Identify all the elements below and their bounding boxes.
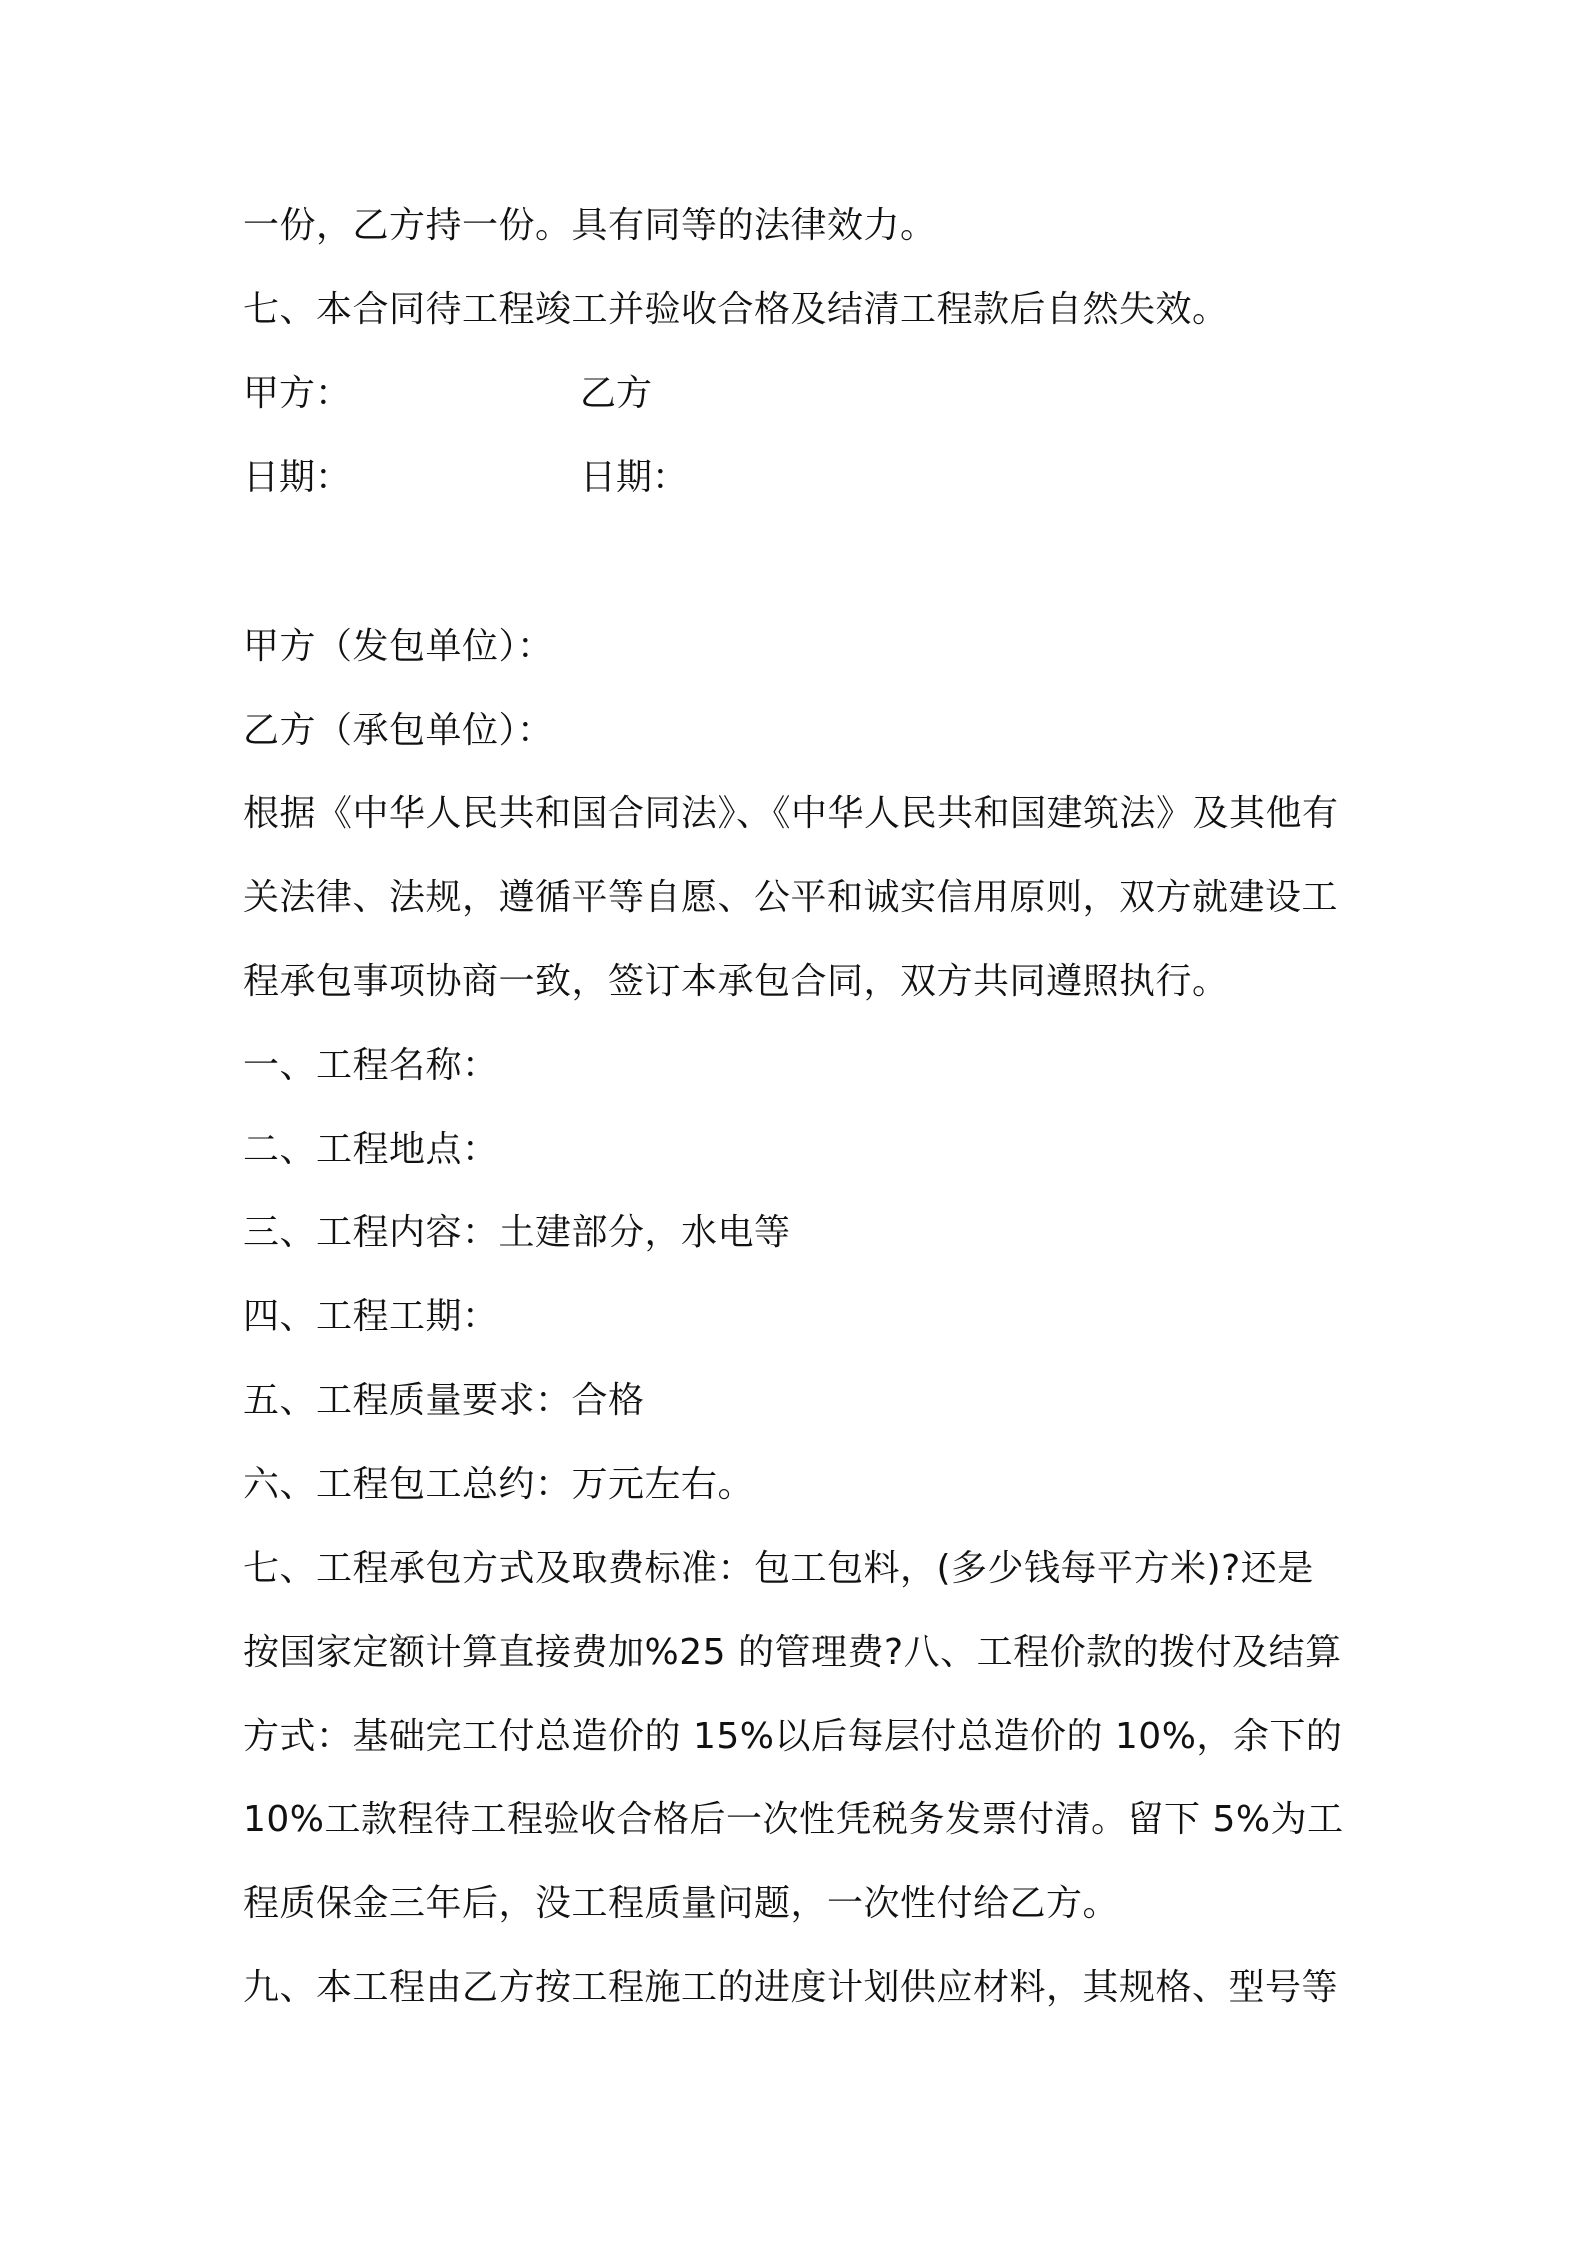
paragraph-line: 10%工款程待工程验收合格后一次性凭税务发票付清。留下 5%为工: [243, 1799, 1344, 1840]
party-b-date-label: 日期：: [580, 457, 689, 498]
paragraph-line: 关法律、法规，遵循平等自愿、公平和诚实信用原则，双方就建设工: [243, 877, 1339, 918]
text-line: 一份，乙方持一份。具有同等的法律效力。: [243, 205, 937, 246]
paragraph-line: 程质保金三年后，没工程质量问题，一次性付给乙方。: [243, 1883, 1120, 1924]
text-line: 七、本合同待工程竣工并验收合格及结清工程款后自然失效。: [243, 289, 1229, 330]
clause-5: 五、工程质量要求：合格: [243, 1380, 645, 1421]
paragraph-line: 根据《中华人民共和国合同法》、《中华人民共和国建筑法》及其他有: [243, 793, 1339, 834]
party-a-label: 甲方（发包单位）：: [243, 626, 554, 667]
clause-3: 三、工程内容：土建部分，水电等: [243, 1212, 791, 1253]
paragraph-line: 程承包事项协商一致，签订本承包合同，双方共同遵照执行。: [243, 961, 1229, 1002]
party-b-signature-label: 乙方: [580, 373, 653, 414]
clause-6: 六、工程包工总约：万元左右。: [243, 1464, 755, 1505]
clause-1: 一、工程名称：: [243, 1045, 499, 1086]
party-a-signature-label: 甲方：: [243, 373, 352, 414]
paragraph-line: 方式：基础完工付总造价的 15%以后每层付总造价的 10%，余下的: [243, 1716, 1343, 1757]
clause-2: 二、工程地点：: [243, 1129, 499, 1170]
party-a-date-label: 日期：: [243, 457, 352, 498]
clause-4: 四、工程工期：: [243, 1296, 499, 1337]
clause-9: 九、本工程由乙方按工程施工的进度计划供应材料，其规格、型号等: [243, 1967, 1339, 2008]
clause-7: 七、工程承包方式及取费标准：包工包料，(多少钱每平方米)?还是: [243, 1548, 1314, 1589]
paragraph-line: 按国家定额计算直接费加%25 的管理费?八、工程价款的拨付及结算: [243, 1632, 1342, 1673]
party-b-label: 乙方（承包单位）：: [243, 710, 554, 751]
